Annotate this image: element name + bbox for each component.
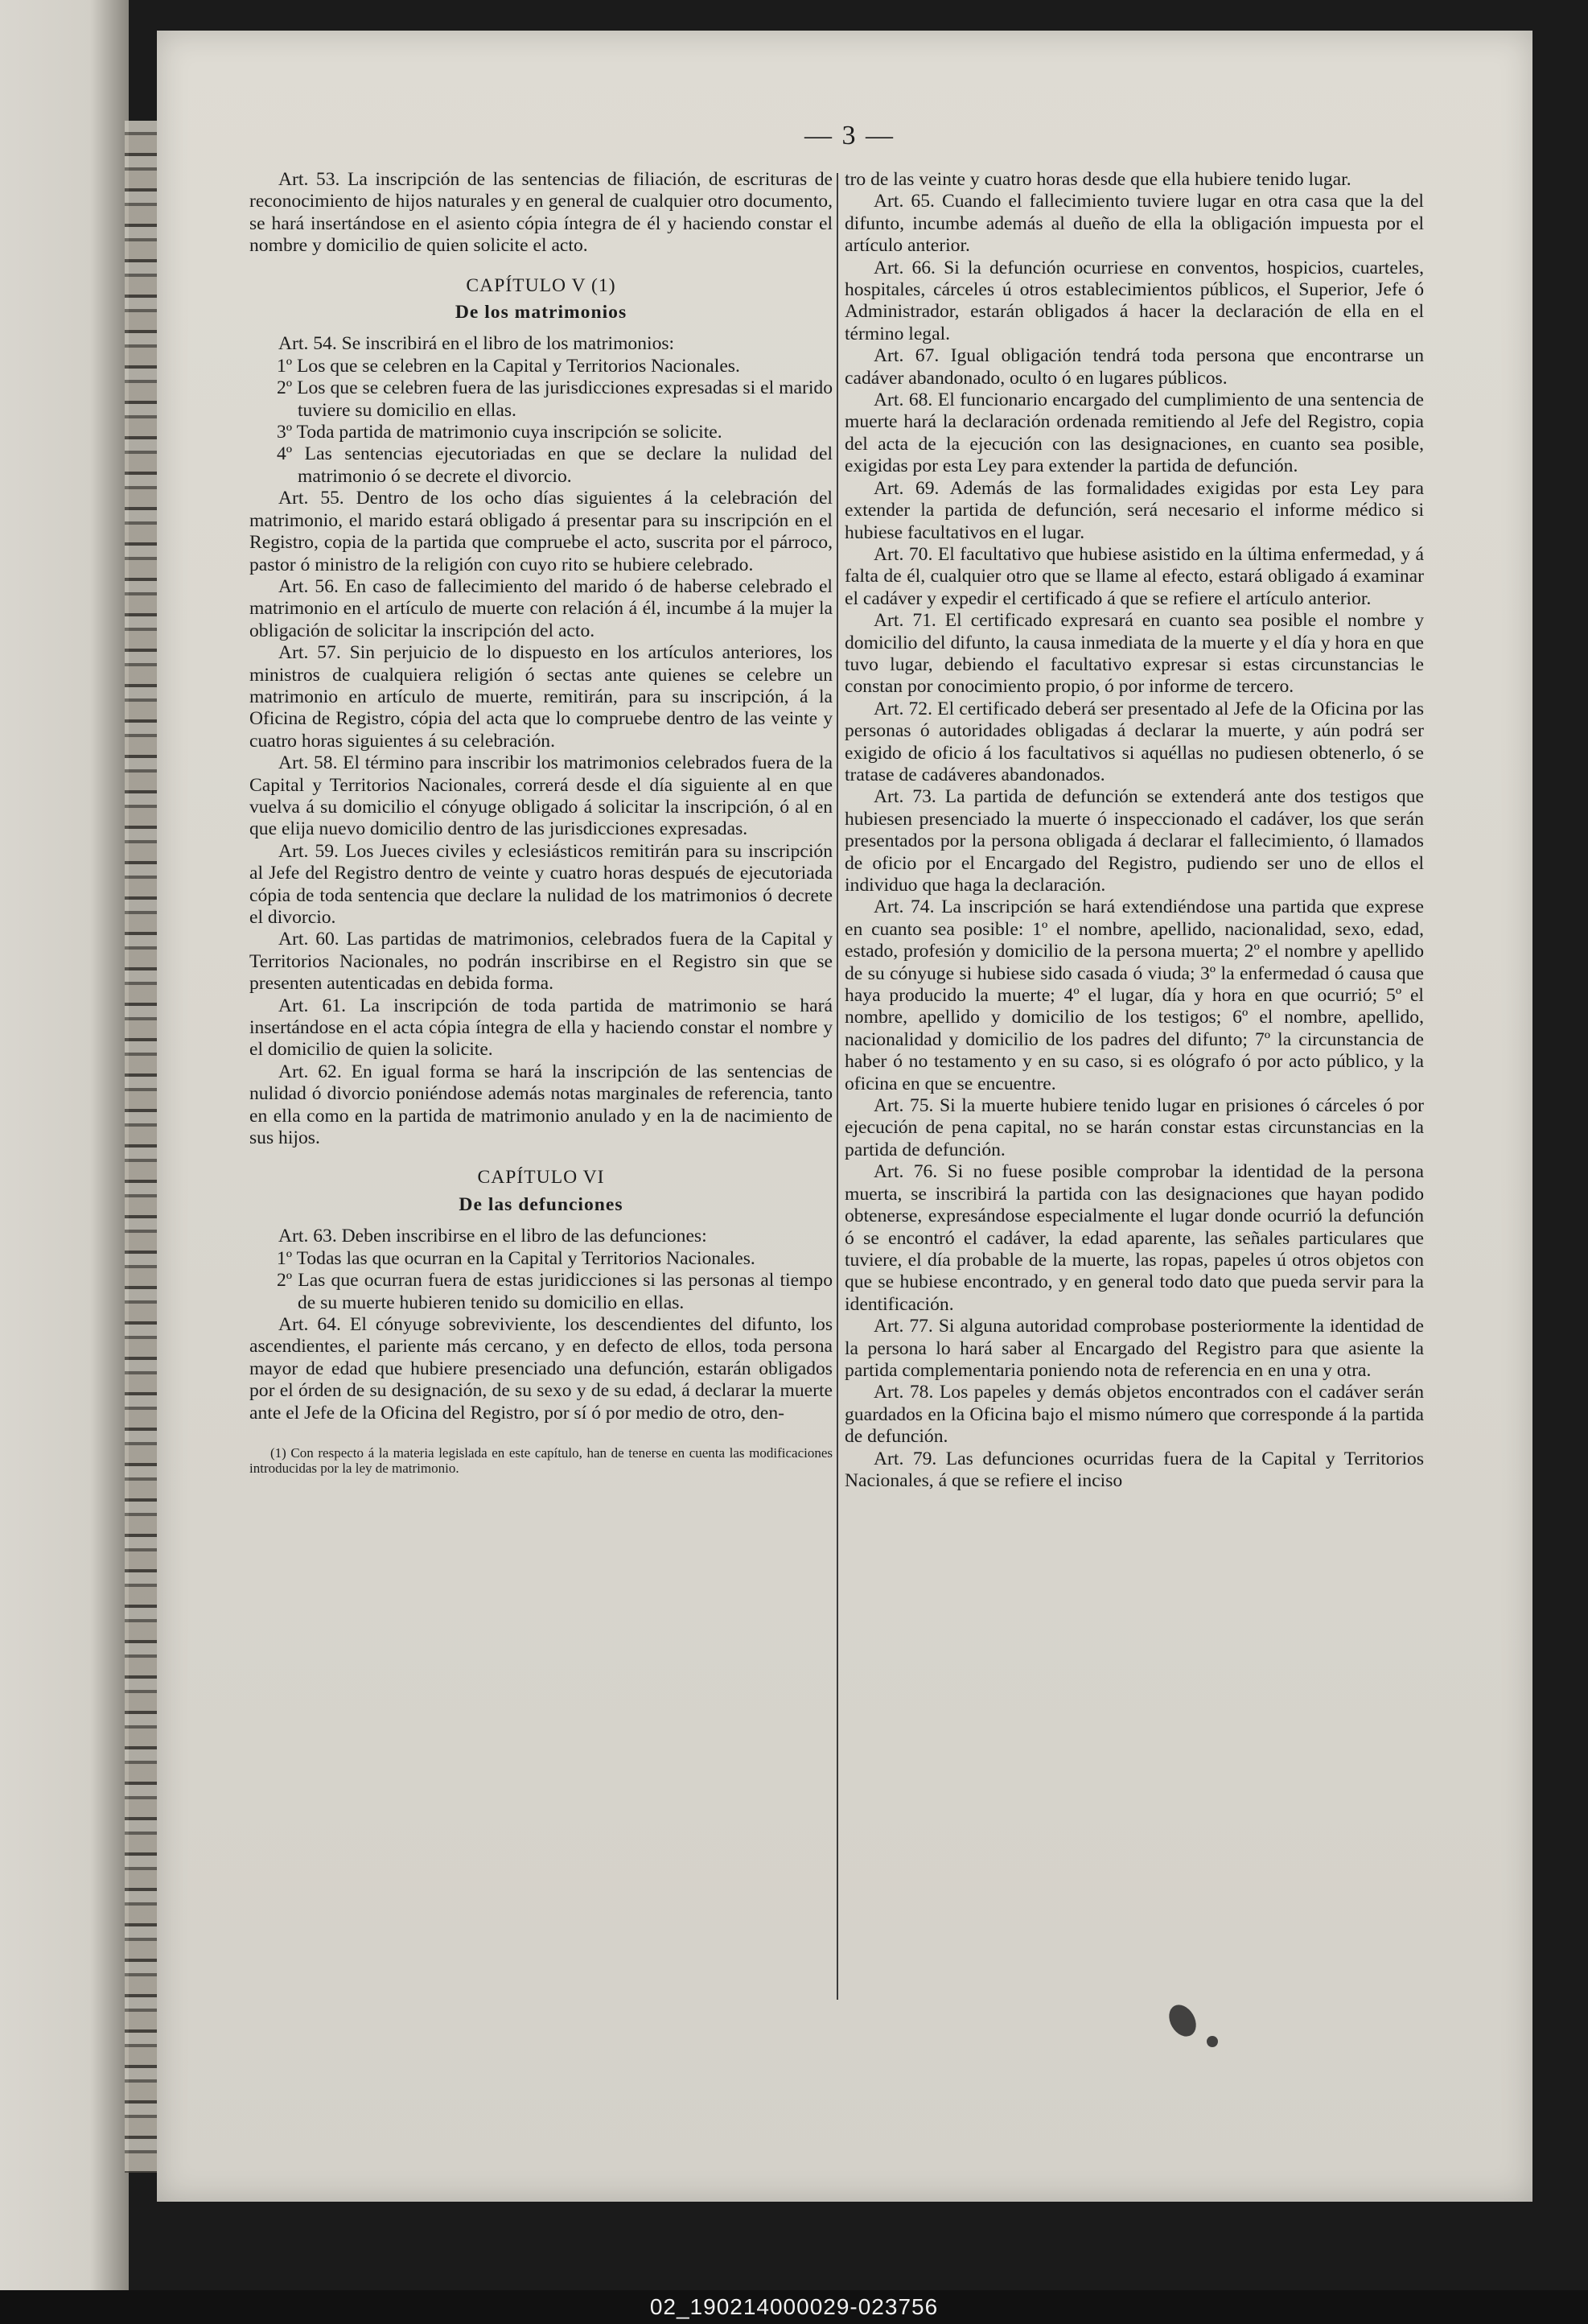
article-74: Art. 74. La inscripción se hará extendiéndose una partida que exprese en cuanto sea posible: 1º el nombre, apellido, nacionalidad, sexo, edad, estado, profesión y domicilio de la persona muerta; 2º el nombre y apellido de su cónyuge si hubiese sido casada ó viuda; 3º la enfermedad ó causa que haya producido la muerte; 4º el lugar, día y hora en que ocurrió; 5º el nombre, apellido y domicilio de los testigos; 6º el nombre, apellido, nacionalidad y domicilio de los padres del difunto; 7º la circunstancia de haber ó no testamento y en su caso, si es ológrafo ó por acto público, y la oficina en que se encuentre. [845, 896, 1424, 1094]
article-53: Art. 53. La inscripción de las sentencias de filiación, de escrituras de reconocimiento de hijos naturales y en general de cualquier otro documento, se hará insertándose en el asiento cópia íntegra de él y haciendo constar el nombre y domicilio de quien solicite el acto. [249, 169, 833, 257]
torn-binding-edge [125, 121, 157, 2173]
article-71: Art. 71. El certificado expresará en cuanto sea posible el nombre y domicilio del difunto, la causa inmediata de la muerte y el día y hora en que tuvo lugar, debiendo el facultativo expresar si estas circunstancias le constan por conocimiento propio, ó por informe de tercero. [845, 610, 1424, 698]
chapter-5-subtitle: De los matrimonios [455, 302, 627, 323]
ink-blot [1207, 2036, 1218, 2047]
article-64-continuation: tro de las veinte y cuatro horas desde que ella hubiere tenido lugar. [845, 169, 1351, 190]
article-54-item: 4º Las sentencias ejecutoriadas en que se declare la nulidad del matrimonio ó se decrete el divorcio. [277, 443, 833, 487]
page-number: — 3 — [804, 121, 895, 150]
article-77: Art. 77. Si alguna autoridad comprobase posteriormente la identidad de la persona lo hará saber al Encargado del Registro para que asiente la partida complementaria poniendo nota de referencia en en una y otra. [845, 1316, 1424, 1381]
article-58: Art. 58. El término para inscribir los matrimonios celebrados fuera de la Capital y Territorios Nacionales, correrá desde el día siguiente al en que vuelva á su domicilio el cónyuge obligado á solicitar la inscripción, ó al en que elija nuevo domicilio dentro de las jurisdicciones expresadas. [249, 752, 833, 840]
article-64: Art. 64. El cónyuge sobreviviente, los descendientes del difunto, los ascendientes, el pariente más cercano, y en defecto de ellos, toda persona mayor de edad que hubiere presenciado una defunción, estarán obligados por el órden de su designación, de su sexo y de su edad, á declarar la muerte ante el Jefe de la Oficina del Registro, por sí ó por medio de otro, den- [249, 1313, 833, 1424]
article-78: Art. 78. Los papeles y demás objetos encontrados con el cadáver serán guardados en la Oficina bajo el mismo número que corresponde á la partida de defunción. [845, 1382, 1424, 1448]
article-54-item: 3º Toda partida de matrimonio cuya inscripción se solicite. [277, 422, 722, 443]
article-67: Art. 67. Igual obligación tendrá toda persona que encontrarse un cadáver abandonado, oculto ó en lugares públicos. [845, 345, 1424, 389]
article-62: Art. 62. En igual forma se hará la inscripción de las sentencias de nulidad ó divorcio poniéndose además notas marginales de referencia, tanto en ella como en la partida de matrimonio anulado y en la de nacimiento de sus hijos. [249, 1061, 833, 1149]
facing-page-edge [0, 0, 129, 2324]
article-54: Art. 54. Se inscribirá en el libro de los matrimonios: [278, 333, 675, 355]
column-divider [837, 173, 838, 2000]
chapter-6-subtitle: De las defunciones [459, 1193, 623, 1215]
article-54-item: 1º Los que se celebren en la Capital y Territorios Nacionales. [277, 355, 740, 377]
article-75: Art. 75. Si la muerte hubiere tenido lugar en prisiones ó cárceles ó por ejecución de pena capital, no se harán constar estas circunstancias en la partida de defunción. [845, 1095, 1424, 1160]
article-76: Art. 76. Si no fuese posible comprobar la identidad de la persona muerta, se inscribirá la partida con las designaciones que hayan podido obtenerse, expresándose especialmente el lugar donde ocurrió la defunción ó se encontró el cadáver, la edad aparente, las señales particulares que tuviere, el día probable de la muerte, las ropas, papeles ú otros objetos con que se hubiese encontrado, y en general todo dato que pueda servir para la identificación. [845, 1161, 1424, 1315]
article-60: Art. 60. Las partidas de matrimonios, celebrados fuera de la Capital y Territorios Nacionales, no podrán inscribirse en el Registro sin que se presenten autenticadas en debida forma. [249, 929, 833, 995]
left-column [249, 169, 833, 1476]
chapter-5-heading: CAPÍTULO V (1) [466, 274, 616, 296]
footnote: (1) Con respecto á la materia legislada en este capítulo, han de tenerse en cuenta las modificaciones introducidas por la ley de matrimonio. [249, 1444, 833, 1476]
article-57: Art. 57. Sin perjuicio de lo dispuesto en los artículos anteriores, los ministros de cualquiera religión ó sectas ante quienes se celebre un matrimonio en artículo de muerte, remitirán, para su inscripción, á la Oficina de Registro, cópia del acta que lo compruebe dentro de las veinte y cuatro horas siguientes á su celebración. [249, 642, 833, 752]
article-59: Art. 59. Los Jueces civiles y eclesiásticos remitirán para su inscripción al Jefe del Registro dentro de veinte y cuatro horas después de ejecutoriada cópia de toda sentencia que declare la nulidad de los matrimonios ó decrete el divorcio. [249, 840, 833, 928]
article-73: Art. 73. La partida de defunción se extenderá ante dos testigos que hubiesen presenciado la muerte ó inspeccionado el cadáver, los que serán presentados por la persona obligada á declarar el fallecimiento, ó llamados de oficio por el Encargado del Registro, pudiendo ser uno de ellos el individuo que haga la declaración. [845, 786, 1424, 896]
article-56: Art. 56. En caso de fallecimiento del marido ó de haberse celebrado el matrimonio en el artículo de muerte con relación á él, incumbe á la mujer la obligación de solicitar la inscripción del acto. [249, 575, 833, 641]
article-54-item: 2º Los que se celebren fuera de las jurisdicciones expresadas si el marido tuviere su domicilio en ellas. [277, 377, 833, 421]
article-68: Art. 68. El funcionario encargado del cumplimiento de una sentencia de muerte hará la declaración ordenada remitiendo al Jefe del Registro, copia del acta de la ejecución con las designaciones, en cuanto sea posible, exigidas por esta Ley para extender la partida de defunción. [845, 389, 1424, 477]
article-55: Art. 55. Dentro de los ocho días siguientes á la celebración del matrimonio, el marido estará obligado á presentar para su inscripción en el Registro, copia de la partida que compruebe el acto, suscrita por el párroco, pastor ó ministro de la religión con cuyo rito se hubiere celebrado. [249, 488, 833, 575]
article-70: Art. 70. El facultativo que hubiese asistido en la última enfermedad, y á falta de él, cualquier otro que se llame al efecto, estará obligado á examinar el cadáver y expedir el certificado á que se refiere el artículo anterior. [845, 543, 1424, 609]
article-69: Art. 69. Además de las formalidades exigidas por esta Ley para extender la partida de defunción, será necesario el informe médico si hubiese facultativos en el lugar. [845, 477, 1424, 543]
article-72: Art. 72. El certificado deberá ser presentado al Jefe de la Oficina por las personas ó autoridades obligadas á declarar la muerte, y aún podrá ser exigido de oficio á los facultativos si aquéllas no pudiesen obtenerlo, ó se tratase de cadáveres abandonados. [845, 698, 1424, 785]
article-63-item: 1º Todas las que ocurran en la Capital y Territorios Nacionales. [277, 1247, 755, 1269]
article-63-item: 2º Las que ocurran fuera de estas juridicciones si las personas al tiempo de su muerte hubieren tenido su domicilio en ellas. [277, 1270, 833, 1313]
article-61: Art. 61. La inscripción de toda partida de matrimonio se hará insertándose en el acta cópia íntegra de ella y haciendo constar el nombre y el domicilio de quien la solicite. [249, 995, 833, 1061]
article-79: Art. 79. Las defunciones ocurridas fuera de la Capital y Territorios Nacionales, á que se refiere el inciso [845, 1448, 1424, 1491]
image-id-label: 02_190214000029-023756 [0, 2290, 1588, 2324]
article-65: Art. 65. Cuando el fallecimiento tuviere lugar en otra casa que la del difunto, incumbe además al dueño de ella la obligación impuesta por el artículo anterior. [845, 191, 1424, 257]
article-63: Art. 63. Deben inscribirse en el libro de las defunciones: [278, 1226, 707, 1247]
article-66: Art. 66. Si la defunción ocurriese en conventos, hospicios, cuarteles, hospitales, cárceles ú otros establecimientos públicos, el Superior, Jefe ó Administrador, estarán obligados á hacer la declaración de ella en el término legal. [845, 257, 1424, 344]
chapter-6-heading: CAPÍTULO VI [477, 1167, 605, 1189]
right-column [845, 169, 1424, 1492]
